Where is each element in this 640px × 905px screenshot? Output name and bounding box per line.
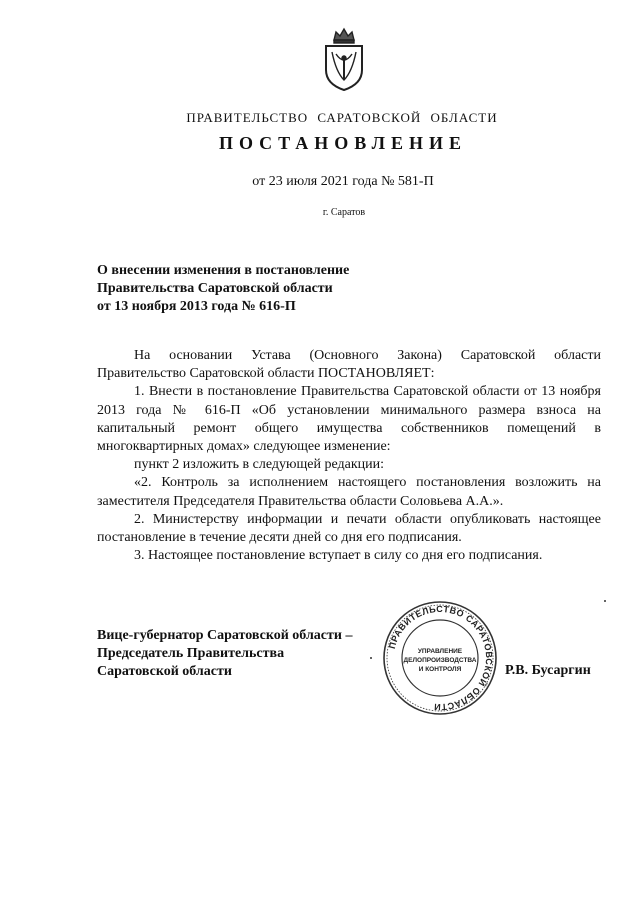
subject-line: О внесении изменения в постановление [97,263,350,278]
document-subject [97,262,417,316]
body-paragraph: На основании Устава (Основного Закона) Саратовской области Правительство Саратовской области ПОСТАНОВЛЯЕТ: [97,348,601,382]
stamp-inner-text [380,598,500,718]
mark-dot [370,657,372,659]
signatory-title [97,627,387,681]
document-type: ПОСТАНОВЛЕНИЕ [218,133,468,153]
signatory-line: Председатель Правительства [97,646,285,661]
document-body [97,347,601,565]
signatory-line: Вице-губернатор Саратовской области – [97,628,353,643]
body-paragraph: 2. Министерству информации и печати области опубликовать настоящее постановление в течение десяти дней со дня его подписания. [97,511,601,546]
stamp-inner-line: ДЕЛОПРОИЗВОДСТВА [403,657,477,664]
document-date-number: от 23 июля 2021 года № 581-П [252,174,434,189]
body-paragraph: 3. Настоящее постановление вступает в силу со дня его подписания. [134,548,543,564]
stamp-ring-text: ПРАВИТЕЛЬСТВО САРАТОВСКОЙ ОБЛАСТИ [386,603,495,713]
signatory-line: Саратовской области [97,664,232,679]
signer-name: Р.В. Бусаргин [505,663,591,678]
stamp-inner-line: УПРАВЛЕНИЕ [417,648,463,655]
subject-line: от 13 ноября 2013 года № 616-П [97,299,296,314]
subject-line: Правительства Саратовской области [97,281,333,296]
coat-of-arms-icon [322,26,366,92]
body-paragraph: 1. Внести в постановление Правительства Саратовской области от 13 ноября 2013 года № 616-П «Об установлении минимального размера взноса на капитальный ремонт общего имущества собственников помещений в многоквартирных домах» следующее изменение: [97,384,601,455]
stamp-inner-line: И КОНТРОЛЯ [418,666,462,673]
body-paragraph: «2. Контроль за исполнением настоящего постановления возложить на заместителя Председателя Правительства области Соловьева А.А.». [97,475,601,509]
body-paragraph: пункт 2 изложить в следующей редакции: [134,457,384,473]
mark-dot [604,600,606,602]
document-city: г. Саратов [322,207,366,218]
government-name: ПРАВИТЕЛЬСТВО САРАТОВСКОЙ ОБЛАСТИ [186,110,498,125]
